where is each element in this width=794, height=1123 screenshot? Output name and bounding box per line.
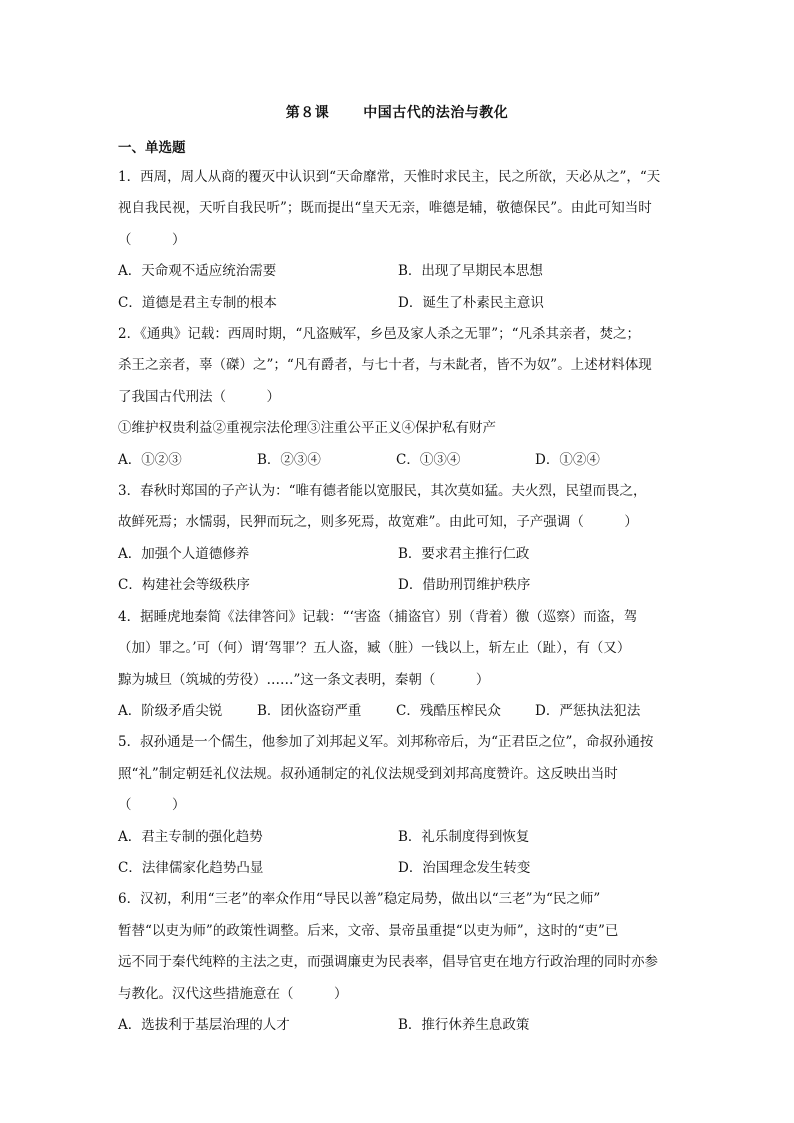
question-list <box>118 162 678 1041</box>
option-row <box>118 696 678 727</box>
section-heading: 一、单选题 <box>118 140 186 156</box>
option-row <box>118 288 678 319</box>
option-a[interactable]: A．阶级矛盾尖锐 <box>118 702 223 719</box>
question-line: 远不同于秦代纯粹的主法之吏，而强调廉吏为民表率，倡导官吏在地方行政治理的同时亦参 <box>118 954 658 971</box>
question-line: 5．叔孙通是一个儒生，他参加了刘邦起义军。刘邦称帝后，为“正君臣之位”，命叔孙通按 <box>118 734 654 751</box>
option-b[interactable]: B．②③④ <box>257 451 321 468</box>
question-line: 视自我民视，天听自我民听”；既而提出“皇天无亲，唯德是辅，敬德保民”。由此可知当时 <box>118 200 652 217</box>
question-line: 黥为城旦（筑城的劳役）……”这一条文表明，秦朝（ ） <box>118 671 490 688</box>
option-d[interactable]: D．①②④ <box>535 451 600 468</box>
answer-blank: （ ） <box>118 797 186 814</box>
question-5 <box>118 727 678 884</box>
option-a[interactable]: A．天命观不适应统治需要 <box>118 263 277 280</box>
question-line: 6．汉初，利用“三老”的率众作用“导民以善”稳定局势，做出以“三老”为“民之师” <box>118 891 601 908</box>
question-line: 与教化。汉代这些措施意在（ ） <box>118 985 348 1002</box>
question-line: 1．西周，周人从商的覆灭中认识到“天命靡常，天惟时求民主，民之所欲，天必从之”，“天 <box>118 169 661 185</box>
option-row <box>118 445 678 476</box>
question-6 <box>118 884 678 1041</box>
option-d[interactable]: D．严惩执法犯法 <box>535 702 641 719</box>
option-row <box>118 1010 678 1041</box>
answer-blank: （ ） <box>118 231 186 248</box>
option-b[interactable]: B．出现了早期民本思想 <box>398 263 543 280</box>
question-3 <box>118 476 678 602</box>
option-row <box>118 853 678 884</box>
option-d[interactable]: D．借助刑罚维护秩序 <box>398 577 531 594</box>
question-line: （加）罪之。’可（何）谓‘驾罪’？五人盗，臧（脏）一钱以上，斩左止（趾），有（又） <box>118 640 631 657</box>
option-row <box>118 256 678 287</box>
lesson-number: 第８课 <box>285 105 330 121</box>
option-a[interactable]: A．①②③ <box>118 451 182 468</box>
question-1 <box>118 162 678 319</box>
option-row <box>118 570 678 601</box>
option-c[interactable]: C．构建社会等级秩序 <box>118 577 250 594</box>
question-line: 照“礼”制定朝廷礼仪法规。叔孙通制定的礼仪法规受到刘邦高度赞许。这反映出当时 <box>118 765 618 782</box>
option-c[interactable]: C．①③④ <box>396 451 461 468</box>
option-a[interactable]: A．君主专制的强化趋势 <box>118 828 263 845</box>
option-b[interactable]: B．推行休养生息政策 <box>398 1016 530 1033</box>
option-c[interactable]: C．残酷压榨民众 <box>396 702 501 719</box>
option-row <box>118 539 678 570</box>
question-4 <box>118 602 678 728</box>
question-line: 了我国古代刑法（ ） <box>118 388 280 405</box>
option-row <box>118 822 678 853</box>
question-line: 杀王之亲者，辜（磔）之”；“凡有爵者，与七十者，与未龀者，皆不为奴”。上述材料体现 <box>118 357 652 374</box>
option-a[interactable]: A．加强个人道德修养 <box>118 545 250 562</box>
question-line: 3．春秋时郑国的子产认为：“唯有德者能以宽服民，其次莫如猛。夫火烈，民望而畏之， <box>118 483 647 500</box>
question-2 <box>118 319 678 476</box>
option-b[interactable]: B．礼乐制度得到恢复 <box>398 828 530 845</box>
option-b[interactable]: B．团伙盗窃严重 <box>257 702 362 719</box>
option-c[interactable]: C．道德是君主专制的根本 <box>118 294 277 311</box>
question-line: 暂替“以吏为师”的政策性调整。后来，文帝、景帝虽重提“以吏为师”，这时的“吏”已 <box>118 922 619 939</box>
option-b[interactable]: B．要求君主推行仁政 <box>398 545 530 562</box>
question-line: 4．据睡虎地秦简《法律答问》记载：“‘害盗（捕盗官）别（背着）徼（巡察）而盗，驾 <box>118 608 638 625</box>
question-statements: ①维护权贵利益②重视宗法伦理③注重公平正义④保护私有财产 <box>118 420 496 437</box>
option-d[interactable]: D．诞生了朴素民主意识 <box>398 294 544 311</box>
question-line: 故鲜死焉；水懦弱，民狎而玩之，则多死焉，故宽难”。由此可知，子产强调（ ） <box>118 514 638 531</box>
question-line: 2．《通典》记载：西周时期，“凡盗贼军，乡邑及家人杀之无罪”；“凡杀其亲者，焚之； <box>118 326 641 343</box>
page-title <box>0 102 794 122</box>
option-d[interactable]: D．治国理念发生转变 <box>398 859 531 876</box>
option-c[interactable]: C．法律儒家化趋势凸显 <box>118 859 264 876</box>
lesson-name: 中国古代的法治与教化 <box>363 105 509 121</box>
option-a[interactable]: A．选拔利于基层治理的人才 <box>118 1016 290 1033</box>
